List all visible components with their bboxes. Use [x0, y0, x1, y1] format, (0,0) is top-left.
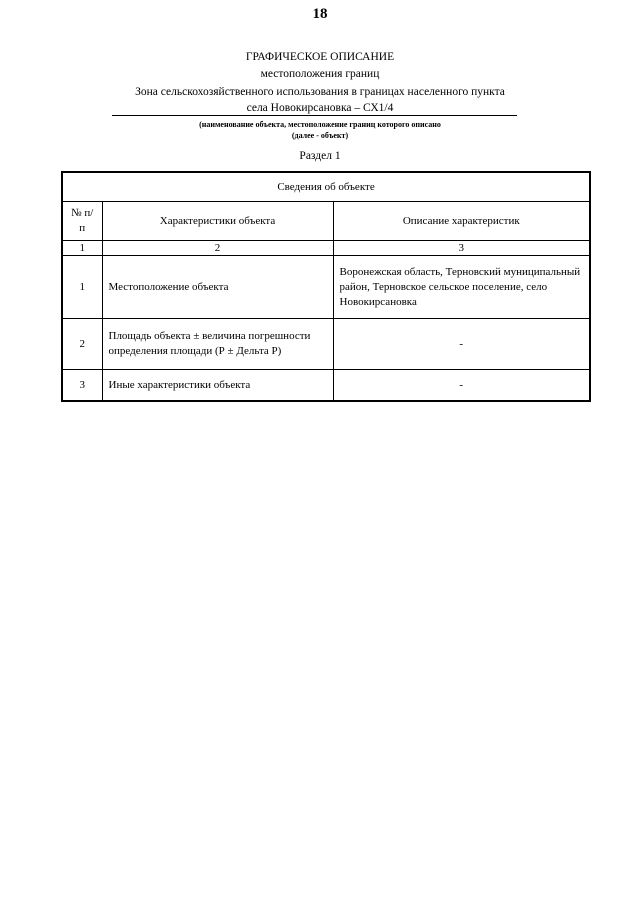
header-number: № п/п: [62, 202, 102, 241]
table-row: [62, 319, 590, 370]
document-subtitle: местоположения границ: [260, 68, 380, 80]
row-description: -: [333, 370, 590, 402]
page-number: 18: [312, 6, 328, 22]
row-description: -: [333, 319, 590, 370]
table-row: [62, 256, 590, 319]
column-number: 3: [333, 241, 590, 256]
object-note-line2: (далее - объект): [291, 131, 349, 140]
row-number: 2: [62, 319, 102, 370]
document-title: ГРАФИЧЕСКОЕ ОПИСАНИЕ: [245, 51, 395, 63]
settlement-name-line: села Новокирсановка – СХ1/4: [246, 102, 394, 114]
header-characteristic: Характеристики объекта: [102, 202, 333, 241]
row-characteristic: Иные характеристики объекта: [102, 370, 333, 402]
row-description: Воронежская область, Терновский муниципальный район, Терновское сельское поселение, село Новокирсановка: [333, 256, 590, 319]
column-number: 2: [102, 241, 333, 256]
table-caption-row: [62, 172, 590, 202]
table-header-row: [62, 202, 590, 241]
row-characteristic: Площадь объекта ± величина погрешности определения площади (Р ± Дельта Р): [102, 319, 333, 370]
row-number: 1: [62, 256, 102, 319]
column-number-row: [62, 241, 590, 256]
row-characteristic: Местоположение объекта: [102, 256, 333, 319]
header-description: Описание характеристик: [333, 202, 590, 241]
section-title: Раздел 1: [299, 150, 341, 162]
table-row: [62, 370, 590, 402]
zone-name-line: Зона сельскохозяйственного использования в границах населенного пункта: [135, 86, 505, 98]
row-number: 3: [62, 370, 102, 402]
object-info-table: [61, 171, 591, 402]
object-note-line1: (наименование объекта, местоположение границ которого описано: [199, 120, 441, 129]
column-number: 1: [62, 241, 102, 256]
title-underline: [112, 115, 517, 116]
table-caption: Сведения об объекте: [62, 172, 590, 202]
